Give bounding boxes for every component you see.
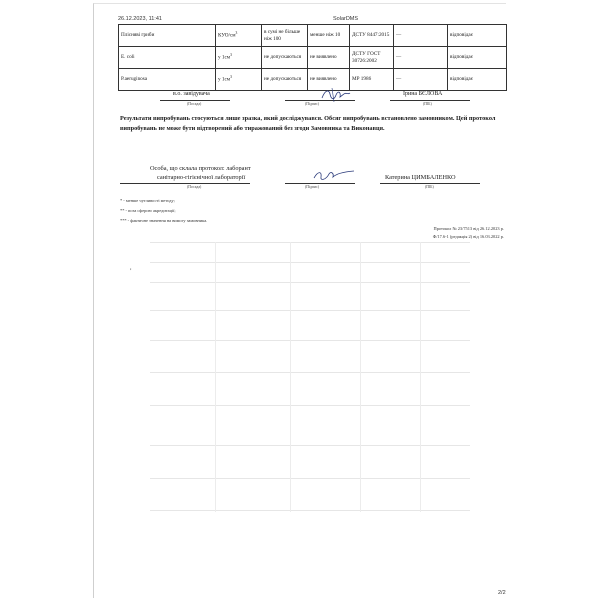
cell-norm: в сумі не більше ніж 100 bbox=[262, 25, 308, 47]
cell-conclusion: відповідає bbox=[448, 47, 507, 69]
author-line1: Особа, що склала протокол: лаборант bbox=[150, 165, 251, 172]
caption-position: (Посада) bbox=[187, 102, 202, 106]
table-row bbox=[119, 25, 507, 47]
caption-signature: (Підпис) bbox=[305, 185, 320, 189]
head-position-line bbox=[160, 100, 230, 101]
footnote-2: ** - поза сферою акредитації; bbox=[120, 208, 176, 213]
protocol-number: Протокол № 23/7513 від 26.12.2023 р. bbox=[433, 226, 504, 231]
head-position: в.о. завідувача bbox=[173, 91, 210, 97]
cell-unit: у $1см^3$ bbox=[216, 47, 262, 69]
page-number: 2/2 bbox=[498, 590, 506, 596]
author-signature-scribble bbox=[312, 168, 356, 184]
cell-param: E. coli bbox=[119, 47, 216, 69]
footnote-3: *** - фактичне значення на вимогу замовника. bbox=[120, 218, 208, 223]
cell-conclusion: відповідає bbox=[448, 25, 507, 47]
cell-param: Плісняві гриби bbox=[119, 25, 216, 47]
head-signature-scribble bbox=[320, 86, 352, 104]
caption-signature: (Підпис) bbox=[305, 102, 320, 106]
footnote-1: * - менше чутливості методу; bbox=[120, 198, 175, 203]
author-position-line bbox=[120, 183, 250, 184]
author-line2: санітарно-гігієнічної лабораторії bbox=[157, 174, 246, 181]
cell-result: не виявлено bbox=[308, 47, 350, 69]
cell-method: ДСТУ 8447:2015 bbox=[350, 25, 394, 47]
caption-name: (ПІБ) bbox=[425, 185, 434, 189]
caption-position: (Посада) bbox=[187, 185, 202, 189]
app-name: SolarDMS bbox=[333, 16, 359, 22]
cell-dash: — bbox=[394, 69, 448, 91]
table-row bbox=[119, 69, 507, 91]
print-datetime: 26.12.2023, 11:41 bbox=[118, 16, 162, 22]
table-row bbox=[119, 47, 507, 69]
cell-dash: — bbox=[394, 47, 448, 69]
cell-unit: у $1см^3$ bbox=[216, 69, 262, 91]
protocol-form: Ф/17.6-1 (редакція 2) від 16.03.2022 р. bbox=[432, 234, 504, 239]
cell-norm: не допускаються bbox=[262, 47, 308, 69]
cell-method: МР 1986 bbox=[350, 69, 394, 91]
results-table bbox=[118, 24, 507, 91]
cell-param: P.aeruginosa bbox=[119, 69, 216, 91]
head-name: Ірина БЄЛОВА bbox=[403, 91, 443, 97]
stray-mark: , bbox=[130, 265, 132, 271]
author-name: Катерина ЦИМБАЛЕНКО bbox=[385, 174, 456, 181]
cell-unit: КУО/$см^3$ bbox=[216, 25, 262, 47]
disclaimer-note: Результати випробувань стосуються лише зразка, який досліджувався. Обсяг випробувань встановлено замовником. Цей протокол випробувань не може бути відтворений або тиражований без згоди Замовника та Виконавця. bbox=[120, 115, 496, 132]
page-border bbox=[93, 3, 506, 598]
cell-dash: — bbox=[394, 25, 448, 47]
caption-name: (ПІБ) bbox=[423, 102, 432, 106]
cell-conclusion: відповідає bbox=[448, 69, 507, 91]
author-name-line bbox=[380, 183, 480, 184]
cell-result: менше ніж 10 bbox=[308, 25, 350, 47]
head-name-line bbox=[390, 100, 470, 101]
cell-method: ДСТУ ГОСТ 30726:2002 bbox=[350, 47, 394, 69]
cell-norm: не допускаються bbox=[262, 69, 308, 91]
cell-result: не виявлено bbox=[308, 69, 350, 91]
